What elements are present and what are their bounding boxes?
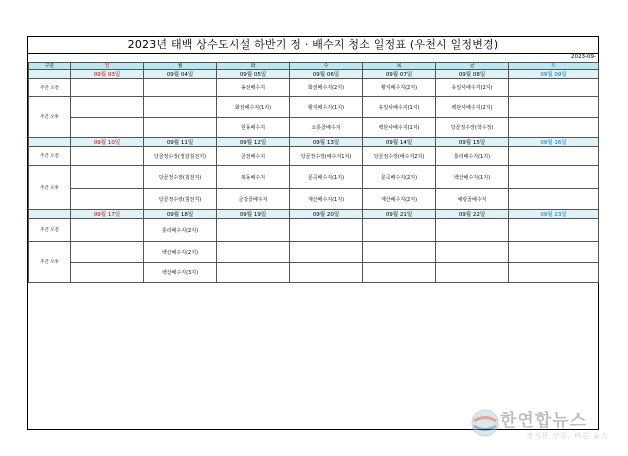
pm-row	[29, 166, 599, 189]
date-row-label	[29, 70, 71, 79]
date-cell: 09월 23일	[509, 210, 599, 219]
schedule-cell	[509, 263, 599, 283]
schedule-cell: 백단사배수지(2지)	[436, 97, 509, 118]
date-note: 2023-09-	[571, 54, 596, 60]
schedule-cell: 소롯골배수지	[290, 118, 363, 138]
header-fri: 금	[436, 63, 509, 70]
am-row	[29, 147, 599, 166]
date-row-label	[29, 210, 71, 219]
date-cell: 09월 13일	[290, 138, 363, 147]
date-cell: 09월 09일	[509, 70, 599, 79]
schedule-cell	[290, 242, 363, 263]
am-label: 주간 오전	[29, 147, 71, 166]
header-wed: 수	[290, 63, 363, 70]
header-thu: 목	[363, 63, 436, 70]
schedule-cell	[509, 79, 599, 97]
schedule-cell	[509, 97, 599, 118]
date-cell: 09월 15일	[436, 138, 509, 147]
header-mon: 월	[144, 63, 217, 70]
watermark-main-text: 한연합뉴스	[500, 411, 588, 431]
schedule-cell	[217, 242, 290, 263]
schedule-cell: 당골정수장(침전지)	[144, 166, 217, 189]
schedule-cell	[509, 219, 599, 242]
pm-label: 주간 오후	[29, 166, 71, 210]
schedule-cell	[144, 79, 217, 97]
globe-logo-icon	[470, 408, 500, 438]
date-row	[29, 70, 599, 79]
date-cell: 09월 10일	[71, 138, 144, 147]
schedule-cell: 당골정수장(배수지2지)	[363, 147, 436, 166]
schedule-cell: 백산배수지(3지)	[144, 263, 217, 283]
schedule-cell: 당골정수장(배수지1지)	[290, 147, 363, 166]
schedule-cell: 당골정수장(침전지)	[144, 189, 217, 210]
schedule-cell	[144, 97, 217, 118]
schedule-cell	[436, 219, 509, 242]
publisher-watermark	[470, 406, 620, 448]
schedule-cell: 통리배수지(1지)	[436, 147, 509, 166]
schedule-cell: 당골정수장(정감침전지)	[144, 147, 217, 166]
date-cell: 09월 18일	[144, 210, 217, 219]
schedule-cell	[509, 189, 599, 210]
schedule-cell	[509, 118, 599, 138]
schedule-cell	[290, 219, 363, 242]
pm-label: 주간 오후	[29, 242, 71, 283]
schedule-cell	[71, 166, 144, 189]
date-cell: 09월 19일	[217, 210, 290, 219]
date-cell: 09월 20일	[290, 210, 363, 219]
schedule-cell: 백단사배수지(1지)	[363, 118, 436, 138]
schedule-sheet	[27, 36, 599, 430]
schedule-cell	[363, 263, 436, 283]
schedule-cell: 원동배수지	[217, 118, 290, 138]
schedule-cell	[71, 79, 144, 97]
date-cell: 09월 03일	[71, 70, 144, 79]
date-cell: 09월 04일	[144, 70, 217, 79]
header-tue: 화	[217, 63, 290, 70]
schedule-cell: 백산배수지(1지)	[436, 166, 509, 189]
schedule-cell	[71, 147, 144, 166]
pm-label: 주간 오후	[29, 97, 71, 138]
schedule-cell	[71, 97, 144, 118]
schedule-cell: 황지배수지(2지)	[363, 79, 436, 97]
schedule-cell: 백산배수지(2지)	[144, 242, 217, 263]
schedule-cell	[217, 219, 290, 242]
date-row-label	[29, 138, 71, 147]
date-cell: 09월 14일	[363, 138, 436, 147]
schedule-cell	[436, 263, 509, 283]
am-label: 주간 오전	[29, 219, 71, 242]
watermark-sub-text: 정직한 언론, 바른 뉴스	[526, 432, 609, 440]
schedule-cell	[290, 263, 363, 283]
date-cell: 09월 21일	[363, 210, 436, 219]
am-row	[29, 219, 599, 242]
schedule-cell: 화전배수지(2지)	[290, 79, 363, 97]
schedule-cell	[71, 219, 144, 242]
pm-row	[29, 118, 599, 138]
am-row	[29, 79, 599, 97]
schedule-cell: 예랑골배수지	[436, 189, 509, 210]
date-cell: 09월 08일	[436, 70, 509, 79]
schedule-cell	[509, 166, 599, 189]
schedule-cell	[217, 263, 290, 283]
pm-row	[29, 263, 599, 283]
date-cell: 09월 22일	[436, 210, 509, 219]
schedule-cell: 계산배수지(1지)	[290, 189, 363, 210]
schedule-cell: 화전배수지(1지)	[217, 97, 290, 118]
pm-row	[29, 189, 599, 210]
schedule-cell	[71, 242, 144, 263]
schedule-cell: 문곡배수지(1지)	[290, 166, 363, 189]
schedule-cell: 당골정수장(착수정)	[436, 118, 509, 138]
schedule-cell	[144, 118, 217, 138]
schedule-cell	[436, 242, 509, 263]
schedule-cell: 송선배수지	[217, 79, 290, 97]
schedule-cell: 금천배수지	[217, 147, 290, 166]
date-cell: 09월 07일	[363, 70, 436, 79]
schedule-cell	[71, 189, 144, 210]
date-row	[29, 138, 599, 147]
schedule-cell: 유일사배수지(1지)	[363, 97, 436, 118]
schedule-title: 2023년 태백 상수도시설 하반기 정 · 배수지 청소 일정표 (우천시 일정변경)	[28, 37, 598, 54]
header-sat: 토	[509, 63, 599, 70]
schedule-cell	[363, 242, 436, 263]
pm-row	[29, 97, 599, 118]
schedule-table	[28, 62, 599, 283]
header-sun: 일	[71, 63, 144, 70]
schedule-cell	[71, 118, 144, 138]
schedule-cell: 황지배수지(1지)	[290, 97, 363, 118]
schedule-cell: 유일사배수지(2지)	[436, 79, 509, 97]
pm-row	[29, 242, 599, 263]
schedule-cell	[71, 263, 144, 283]
schedule-cell	[509, 147, 599, 166]
schedule-cell: 문곡배수지(2지)	[363, 166, 436, 189]
date-cell: 09월 05일	[217, 70, 290, 79]
header-division: 구분	[29, 63, 71, 70]
schedule-cell	[509, 242, 599, 263]
schedule-cell: 통리배수지(2지)	[144, 219, 217, 242]
date-cell: 09월 17일	[71, 210, 144, 219]
date-cell: 09월 12일	[217, 138, 290, 147]
schedule-cell: 계산배수지(2지)	[363, 189, 436, 210]
date-cell: 09월 16일	[509, 138, 599, 147]
schedule-cell: 금강골배수지	[217, 189, 290, 210]
am-label: 주간 오전	[29, 79, 71, 97]
date-row	[29, 210, 599, 219]
date-cell: 09월 11일	[144, 138, 217, 147]
schedule-cell: 복동배수지	[217, 166, 290, 189]
header-row	[29, 63, 599, 70]
date-cell: 09월 06일	[290, 70, 363, 79]
schedule-cell	[363, 219, 436, 242]
